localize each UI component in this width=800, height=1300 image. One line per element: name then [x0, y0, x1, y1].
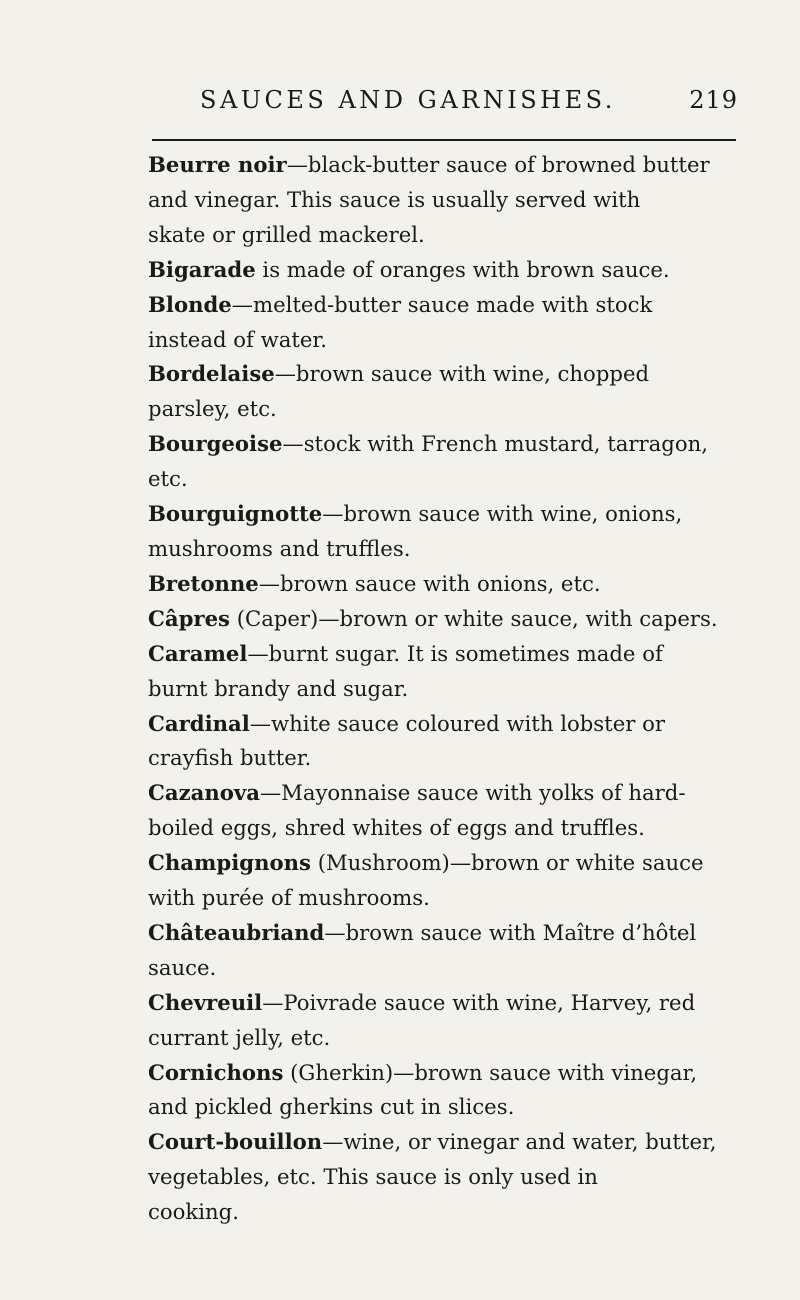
- entry-headword: Caramel: [148, 640, 248, 666]
- entry-headword: Chevreuil: [148, 989, 263, 1015]
- entry-continuation-line: crayfish butter.: [148, 745, 312, 771]
- entry-continuation-line: burnt brandy and sugar.: [148, 675, 409, 701]
- entry-first-line: Blonde—melted-butter sauce made with stock: [148, 291, 653, 317]
- entry-first-line: Champignons (Mushroom)—brown or white sauce: [148, 850, 704, 876]
- entry-headword: Champignons: [148, 850, 311, 876]
- entry-continuation-line: sauce.: [148, 954, 217, 980]
- entry-continuation-line: boiled eggs, shred whites of eggs and truffles.: [148, 815, 645, 841]
- entry-headword: Bourgeoise: [148, 431, 283, 457]
- glossary-entry: [148, 1056, 743, 1126]
- page-number: 219: [689, 86, 738, 114]
- glossary-entry: [148, 637, 743, 707]
- glossary-entry: [148, 148, 743, 253]
- glossary-list: [148, 148, 743, 1230]
- entry-headword: Bretonne: [148, 570, 259, 596]
- entry-headword: Cornichons: [148, 1059, 284, 1085]
- entry-headword: Bigarade: [148, 256, 256, 282]
- entry-first-line: Cardinal—white sauce coloured with lobster or: [148, 710, 665, 736]
- entry-continuation-line: cooking.: [148, 1199, 239, 1225]
- entry-first-line: Beurre noir—black-butter sauce of browned butter: [148, 152, 710, 177]
- entry-continuation-line: with purée of mushrooms.: [148, 885, 430, 911]
- glossary-entry: [148, 288, 743, 358]
- glossary-entry: [148, 567, 743, 602]
- glossary-entry: [148, 916, 743, 986]
- glossary-entry: [148, 986, 743, 1056]
- entry-continuation-line: currant jelly, etc.: [148, 1024, 331, 1050]
- glossary-entry: [148, 253, 743, 288]
- entry-first-line: Bourgeoise—stock with French mustard, tarragon,: [148, 431, 708, 457]
- entry-headword: Court-bouillon: [148, 1129, 323, 1155]
- glossary-entry: [148, 1125, 743, 1230]
- entry-continuation-line: etc.: [148, 466, 188, 492]
- entry-continuation-line: vegetables, etc. This sauce is only used in: [148, 1164, 598, 1190]
- glossary-entry: [148, 497, 743, 567]
- header-rule: [152, 139, 736, 141]
- entry-first-line: Court-bouillon—wine, or vinegar and water, butter,: [148, 1129, 717, 1155]
- entry-continuation-line: skate or grilled mackerel.: [148, 221, 425, 247]
- glossary-entry: [148, 707, 743, 777]
- entry-headword: Beurre noir: [148, 152, 287, 177]
- entry-first-line: Câpres (Caper)—brown or white sauce, with capers.: [148, 605, 718, 631]
- entry-headword: Câpres: [148, 605, 230, 631]
- entry-continuation-line: parsley, etc.: [148, 396, 277, 422]
- entry-first-line: Bordelaise—brown sauce with wine, chopped: [148, 361, 650, 387]
- entry-headword: Bordelaise: [148, 361, 275, 387]
- running-title: SAUCES AND GARNISHES.: [200, 86, 616, 114]
- entry-first-line: Châteaubriand—brown sauce with Maître d’hôtel: [148, 919, 697, 945]
- entry-first-line: Chevreuil—Poivrade sauce with wine, Harvey, red: [148, 989, 696, 1015]
- entry-headword: Châteaubriand: [148, 919, 325, 945]
- entry-first-line: Cazanova—Mayonnaise sauce with yolks of hard-: [148, 780, 686, 806]
- entry-continuation-line: and pickled gherkins cut in slices.: [148, 1094, 515, 1120]
- entry-first-line: Bourguignotte—brown sauce with wine, onions,: [148, 501, 683, 527]
- entry-first-line: Caramel—burnt sugar. It is sometimes made of: [148, 640, 663, 666]
- entry-first-line: Bretonne—brown sauce with onions, etc.: [148, 570, 601, 596]
- entry-continuation-line: and vinegar. This sauce is usually served with: [148, 186, 641, 212]
- entry-headword: Bourguignotte: [148, 501, 323, 527]
- glossary-entry: [148, 357, 743, 427]
- entry-headword: Cardinal: [148, 710, 250, 736]
- glossary-entry: [148, 427, 743, 497]
- entry-headword: Cazanova: [148, 780, 260, 806]
- page-header: [150, 86, 740, 126]
- glossary-entry: [148, 776, 743, 846]
- entry-first-line: Bigarade is made of oranges with brown sauce.: [148, 256, 670, 282]
- entry-continuation-line: instead of water.: [148, 326, 327, 352]
- glossary-entry: [148, 602, 743, 637]
- entry-continuation-line: mushrooms and truffles.: [148, 535, 411, 561]
- entry-first-line: Cornichons (Gherkin)—brown sauce with vinegar,: [148, 1059, 698, 1085]
- entry-headword: Blonde: [148, 291, 232, 317]
- glossary-entry: [148, 846, 743, 916]
